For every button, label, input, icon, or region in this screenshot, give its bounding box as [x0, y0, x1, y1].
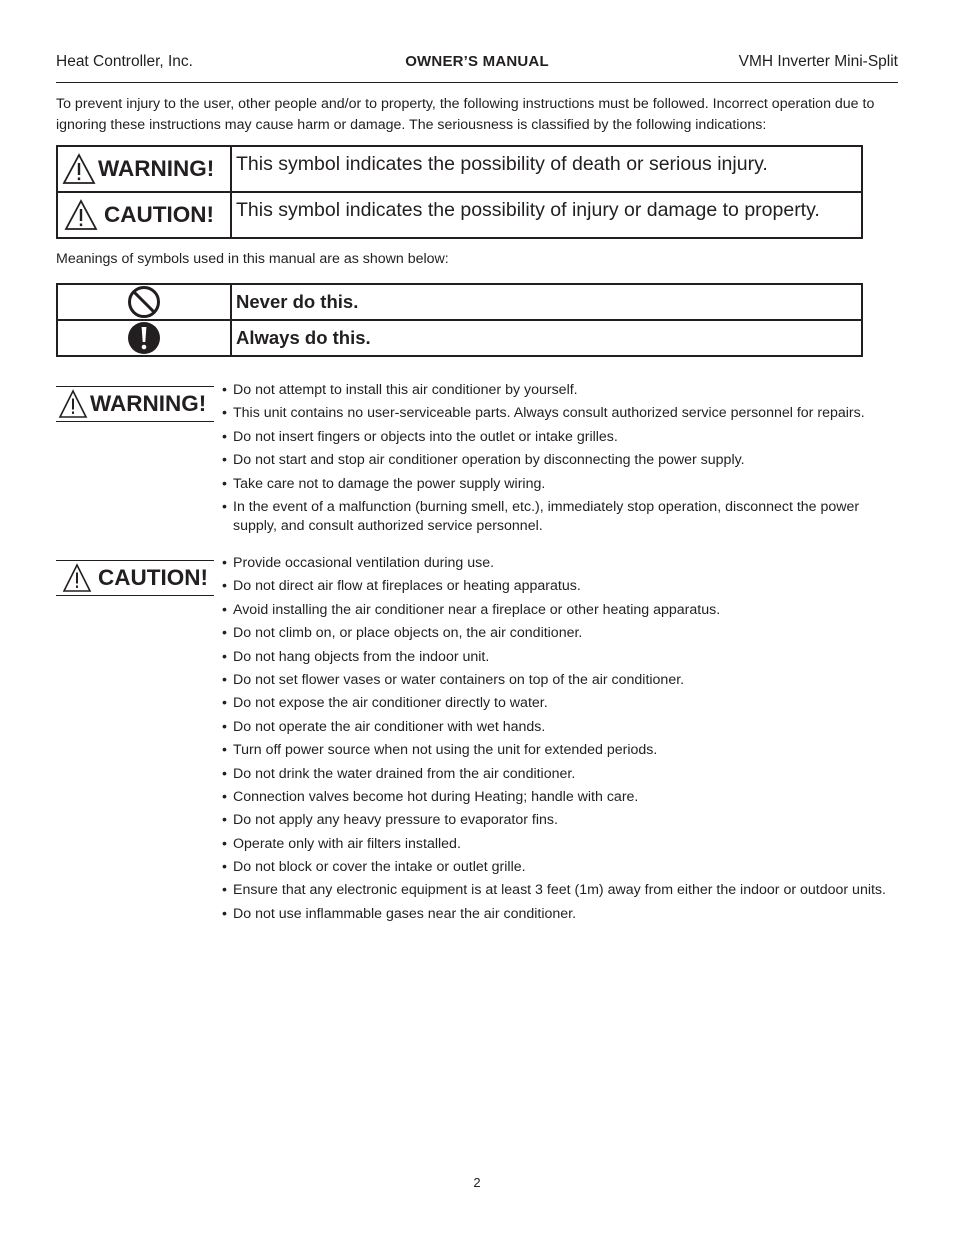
- list-item: • Do not direct air flow at fireplaces or heating apparatus.: [222, 577, 902, 596]
- warning-signal-label: WARNING!: [98, 156, 215, 181]
- list-item: • Do not use inflammable gases near the air conditioner.: [222, 905, 902, 924]
- company-name: Heat Controller, Inc.: [56, 53, 193, 70]
- list-item: • Do not expose the air conditioner directly to water.: [222, 694, 902, 713]
- caution-list: [222, 554, 902, 928]
- warning-triangle-icon: [62, 153, 96, 185]
- header-divider: [56, 82, 898, 83]
- list-item: • Do not set flower vases or water containers on top of the air conditioner.: [222, 671, 902, 690]
- caution-signal-description: This symbol indicates the possibility of injury or damage to property.: [231, 192, 862, 238]
- warning-triangle-icon: [62, 199, 102, 231]
- exclamation-icon: [127, 321, 161, 355]
- page-header: [56, 53, 898, 75]
- list-item: • Do not hang objects from the indoor unit.: [222, 648, 902, 667]
- warning-section-label: WARNING!: [56, 386, 214, 422]
- page-number: 2: [473, 1175, 481, 1190]
- list-item: • Do not attempt to install this air conditioner by yourself.: [222, 381, 902, 400]
- table-row: [57, 284, 862, 320]
- list-item: • Do not operate the air conditioner with wet hands.: [222, 718, 902, 737]
- signal-word-table: [56, 145, 863, 239]
- list-item: • This unit contains no user-serviceable parts. Always consult authorized service personnel for repairs.: [222, 404, 902, 423]
- list-item: • Do not start and stop air conditioner operation by disconnecting the power supply.: [222, 451, 902, 470]
- table-row: [57, 192, 862, 238]
- list-item: • In the event of a malfunction (burning smell, etc.), immediately stop operation, disconnect the power supply, and consult authorized service personnel.: [222, 498, 902, 536]
- caution-section-label: CAUTION!: [56, 560, 214, 596]
- list-item: • Avoid installing the air conditioner near a fireplace or other heating apparatus.: [222, 601, 902, 620]
- never-do-meaning: Never do this.: [231, 284, 862, 320]
- list-item: • Do not drink the water drained from the air conditioner.: [222, 765, 902, 784]
- list-item: • Provide occasional ventilation during use.: [222, 554, 902, 573]
- manual-title: OWNER’S MANUAL: [405, 53, 549, 70]
- list-item: • Do not block or cover the intake or outlet grille.: [222, 858, 902, 877]
- table-row: [57, 320, 862, 356]
- always-do-meaning: Always do this.: [231, 320, 862, 356]
- prohibition-icon: [127, 285, 161, 319]
- list-item: • Ensure that any electronic equipment is at least 3 feet (1m) away from either the indoor or outdoor units.: [222, 881, 902, 900]
- list-item: • Do not climb on, or place objects on, the air conditioner.: [222, 624, 902, 643]
- symbols-intro: Meanings of symbols used in this manual are as shown below:: [56, 251, 449, 267]
- warning-signal-description: This symbol indicates the possibility of death or serious injury.: [231, 146, 862, 192]
- symbol-meaning-table: [56, 283, 863, 357]
- list-item: • Take care not to damage the power supply wiring.: [222, 475, 902, 494]
- table-row: [57, 146, 862, 192]
- list-item: • Turn off power source when not using the unit for extended periods.: [222, 741, 902, 760]
- warning-triangle-icon: [58, 563, 96, 593]
- list-item: • Operate only with air filters installed.: [222, 835, 902, 854]
- intro-paragraph: To prevent injury to the user, other people and/or to property, the following instructions must be followed. Incorrect operation due to ignoring these instructions may cause harm or damage. The seriousness is classified by the following indications:: [56, 96, 875, 133]
- list-item: • Do not apply any heavy pressure to evaporator fins.: [222, 811, 902, 830]
- product-name: VMH Inverter Mini-Split: [738, 53, 898, 70]
- warning-list: [222, 381, 902, 540]
- warning-triangle-icon: [58, 389, 88, 419]
- list-item: • Connection valves become hot during Heating; handle with care.: [222, 788, 902, 807]
- list-item: • Do not insert fingers or objects into the outlet or intake grilles.: [222, 428, 902, 447]
- caution-signal-label: CAUTION!: [104, 202, 214, 227]
